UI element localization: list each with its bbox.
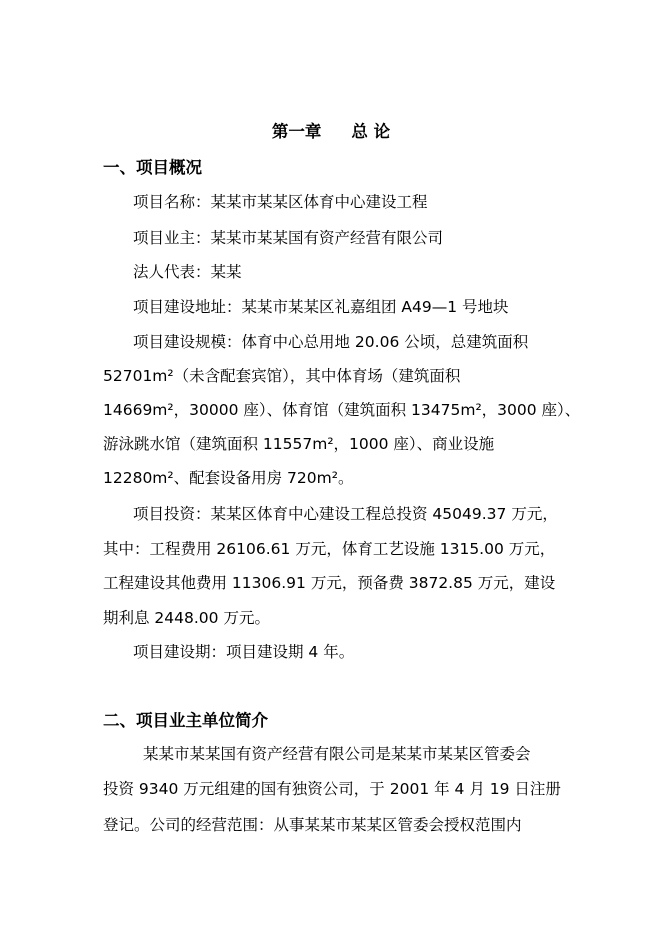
owner-intro-line: 登记。公司的经营范围：从事某某市某某区管委会授权范围内 — [103, 816, 522, 834]
section-heading-overview: 一、项目概况 — [103, 158, 202, 177]
project-name-line: 项目名称：某某市某某区体育中心建设工程 — [133, 193, 428, 211]
project-scale-line: 12280m²、配套设备用房 720m²。 — [103, 469, 354, 487]
project-investment-line: 其中：工程费用 26106.61 万元，体育工艺设施 1315.00 万元， — [103, 540, 556, 558]
owner-intro-line: 投资 9340 万元组建的国有独资公司，于 2001 年 4 月 19 日注册 — [103, 780, 561, 798]
project-scale-line: 52701m²（未含配套宾馆），其中体育场（建筑面积 — [103, 367, 461, 385]
chapter-name: 总 论 — [351, 122, 391, 141]
legal-rep-line: 法人代表：某某 — [133, 263, 242, 281]
project-investment-line: 项目投资：某某区体育中心建设工程总投资 45049.37 万元， — [133, 505, 558, 523]
owner-intro-line: 某某市某某国有资产经营有限公司是某某市某某区管委会 — [143, 745, 531, 763]
project-scale-line: 游泳跳水馆（建筑面积 11557m²，1000 座）、商业设施 — [103, 435, 495, 453]
project-investment-line: 期利息 2448.00 万元。 — [103, 609, 270, 627]
project-scale-line: 14669m²，30000 座）、体育馆（建筑面积 13475m²，3000 座）、 — [103, 401, 581, 419]
construction-period-line: 项目建设期：项目建设期 4 年。 — [133, 643, 355, 661]
project-address-line: 项目建设地址：某某市某某区礼嘉组团 A49—1 号地块 — [133, 298, 509, 316]
project-investment-line: 工程建设其他费用 11306.91 万元，预备费 3872.85 万元，建设 — [103, 574, 556, 592]
project-owner-line: 项目业主：某某市某某国有资产经营有限公司 — [133, 229, 444, 247]
section-heading-owner-intro: 二、项目业主单位简介 — [103, 711, 268, 730]
project-scale-line: 项目建设规模：体育中心总用地 20.06 公顷，总建筑面积 — [133, 333, 529, 351]
chapter-title — [0, 121, 662, 143]
chapter-number: 第一章 — [271, 122, 322, 141]
